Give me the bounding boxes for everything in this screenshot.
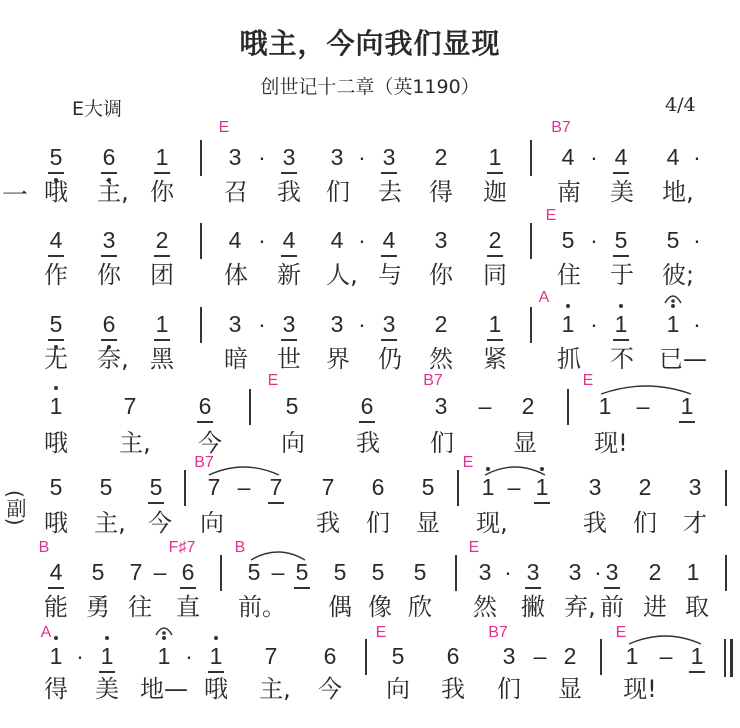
rhythm-mark: · [358, 227, 366, 253]
barline [249, 389, 251, 425]
note: 3 [502, 643, 516, 669]
barline [365, 639, 367, 675]
note-underline [359, 421, 375, 423]
chord-symbol: E [462, 454, 474, 471]
note: 2 [648, 559, 662, 585]
key-signature: E大调 [72, 98, 123, 120]
note: 3 [434, 393, 448, 419]
note: 1 [49, 393, 63, 419]
note: 3 [228, 311, 242, 337]
note-underline [48, 587, 64, 589]
barline [600, 639, 602, 675]
note-underline [381, 255, 397, 257]
lyric-syllable: 仍 [378, 345, 402, 373]
lyric-syllable: 欣 [408, 593, 432, 621]
barline [200, 307, 202, 343]
lyric-syllable: 召 [224, 178, 248, 206]
note: 6 [323, 643, 337, 669]
note: 2 [521, 393, 535, 419]
note: 3 [382, 144, 396, 170]
rhythm-mark: – [533, 643, 547, 669]
lyric-syllable: 主, [119, 429, 151, 457]
lyric-syllable: 然 [473, 593, 497, 621]
octave-up-dot [214, 636, 218, 640]
lyric-syllable: 得 [44, 675, 68, 703]
barline [184, 470, 186, 506]
verse-marker: 一 [2, 181, 29, 211]
lyric-syllable: 你 [150, 178, 174, 206]
lyric-syllable: 住 [557, 261, 581, 289]
chorus-marker: (副) [3, 490, 27, 526]
note: 3 [102, 227, 116, 253]
lyric-syllable: 于 [610, 261, 634, 289]
note: 1 [157, 643, 171, 669]
lyric-syllable: 进 [643, 593, 667, 621]
barline [455, 555, 457, 591]
lyric-syllable: 主, [97, 178, 129, 206]
note: 1 [488, 311, 502, 337]
octave-up-dot [54, 636, 58, 640]
note-underline [613, 339, 629, 341]
rhythm-mark: · [590, 311, 598, 337]
lyric-syllable: 主, [94, 509, 126, 537]
note-underline [154, 172, 170, 174]
note: 4 [49, 559, 63, 585]
lyric-syllable: 已— [659, 345, 707, 373]
rhythm-mark: · [504, 559, 512, 585]
tie-slur [628, 631, 702, 645]
rhythm-mark: – [153, 559, 167, 585]
lyric-syllable: 与 [378, 261, 402, 289]
lyric-syllable: 向 [200, 509, 224, 537]
rhythm-mark: – [659, 643, 673, 669]
lyric-syllable: 向 [386, 675, 410, 703]
lyric-syllable: 同 [483, 261, 507, 289]
note: 4 [282, 227, 296, 253]
barline [200, 223, 202, 259]
rhythm-mark: – [271, 559, 285, 585]
chord-symbol: A [40, 624, 52, 641]
note: 6 [181, 559, 195, 585]
barline [567, 389, 569, 425]
note: 3 [434, 227, 448, 253]
note: 3 [605, 559, 619, 585]
note: 5 [49, 144, 63, 170]
fermata [154, 623, 174, 637]
lyric-syllable: 无 [44, 345, 68, 373]
chord-symbol: B7 [194, 454, 214, 471]
note-underline [534, 502, 550, 504]
note: 1 [686, 559, 700, 585]
lyric-syllable: 们 [497, 675, 521, 703]
rhythm-mark: – [636, 393, 650, 419]
note-underline [294, 587, 310, 589]
lyric-syllable: 地— [140, 675, 188, 703]
lyric-syllable: 奈, [97, 345, 129, 373]
note: 7 [321, 474, 335, 500]
note-underline [180, 587, 196, 589]
lyric-syllable: 哦 [44, 429, 68, 457]
note: 1 [598, 393, 612, 419]
note: 5 [561, 227, 575, 253]
barline [725, 470, 727, 506]
chord-symbol: B [38, 539, 50, 556]
note: 6 [446, 643, 460, 669]
note: 2 [434, 144, 448, 170]
chord-symbol: E [468, 539, 480, 556]
note: 1 [209, 643, 223, 669]
fermata [663, 291, 683, 305]
rhythm-mark: · [358, 144, 366, 170]
note: 2 [434, 311, 448, 337]
lyric-syllable: 今 [318, 675, 342, 703]
rhythm-mark: · [258, 144, 266, 170]
note-underline [148, 502, 164, 504]
rhythm-mark: · [693, 227, 701, 253]
lyric-syllable: 我 [316, 509, 340, 537]
chord-symbol: A [538, 289, 550, 306]
lyric-syllable: 撇 [521, 593, 545, 621]
octave-up-dot [566, 304, 570, 308]
chord-symbol: B7 [488, 624, 508, 641]
note: 3 [282, 311, 296, 337]
barline [530, 140, 532, 176]
lyric-syllable: 哦 [44, 178, 68, 206]
lyric-syllable: 新 [277, 261, 301, 289]
lyric-syllable: 取 [685, 593, 709, 621]
tie-slur [600, 381, 692, 395]
tie-slur [484, 462, 546, 476]
note: 5 [333, 559, 347, 585]
note: 1 [155, 144, 169, 170]
note-underline [679, 421, 695, 423]
note: 3 [526, 559, 540, 585]
lyric-syllable: 不 [610, 345, 634, 373]
rhythm-mark: · [590, 144, 598, 170]
note-underline [281, 339, 297, 341]
lyric-syllable: 们 [326, 178, 350, 206]
note: 1 [680, 393, 694, 419]
chord-symbol: E [615, 624, 627, 641]
lyric-syllable: 才 [683, 509, 707, 537]
lyric-syllable: 世 [277, 345, 301, 373]
lyric-syllable: 我 [441, 675, 465, 703]
chord-symbol: E [267, 372, 279, 389]
rhythm-mark: · [258, 227, 266, 253]
lyric-syllable: 暗 [224, 345, 248, 373]
rhythm-mark: · [693, 144, 701, 170]
barline [530, 223, 532, 259]
note: 3 [588, 474, 602, 500]
note: 1 [690, 643, 704, 669]
note: 7 [129, 559, 143, 585]
lyric-syllable: 向 [281, 429, 305, 457]
lyric-syllable: 们 [633, 509, 657, 537]
lyric-syllable: 然 [429, 345, 453, 373]
song-title: 哦主，今向我们显现 [239, 27, 501, 60]
lyric-syllable: 今 [148, 509, 172, 537]
lyric-syllable: 现, [476, 509, 508, 537]
rhythm-mark: – [478, 393, 492, 419]
note-underline [99, 671, 115, 673]
rhythm-mark: · [590, 227, 598, 253]
lyric-syllable: 哦 [204, 675, 228, 703]
note: 2 [488, 227, 502, 253]
note-underline [487, 255, 503, 257]
lyric-syllable: 彼; [661, 261, 695, 289]
note-underline [689, 671, 705, 673]
lyric-syllable: 弃, [564, 593, 596, 621]
lyric-syllable: 你 [429, 261, 453, 289]
note: 6 [360, 393, 374, 419]
note-underline [268, 502, 284, 504]
rhythm-mark: · [594, 559, 602, 585]
chord-symbol: E [545, 207, 557, 224]
tie-slur [208, 462, 280, 476]
time-signature: 4/4 [665, 94, 696, 116]
note: 1 [561, 311, 575, 337]
note: 4 [561, 144, 575, 170]
lyric-syllable: 界 [326, 345, 350, 373]
note: 3 [228, 144, 242, 170]
note: 3 [478, 559, 492, 585]
note: 5 [666, 227, 680, 253]
rhythm-mark: · [358, 311, 366, 337]
note-underline [613, 172, 629, 174]
note-underline [48, 172, 64, 174]
final-barline [724, 639, 726, 677]
barline [200, 140, 202, 176]
lyric-syllable: 哦 [44, 509, 68, 537]
lyric-syllable: 迦 [483, 178, 507, 206]
barline [530, 307, 532, 343]
note: 7 [264, 643, 278, 669]
note: 1 [49, 643, 63, 669]
note: 6 [371, 474, 385, 500]
lyric-syllable: 美 [95, 675, 119, 703]
lyric-syllable: 抓 [557, 345, 581, 373]
note-underline [604, 587, 620, 589]
note: 6 [102, 144, 116, 170]
note: 4 [330, 227, 344, 253]
note: 5 [91, 559, 105, 585]
lyric-syllable: 们 [430, 429, 454, 457]
barline [725, 555, 727, 591]
note-underline [381, 172, 397, 174]
rhythm-mark: · [258, 311, 266, 337]
rhythm-mark: – [237, 474, 251, 500]
final-barline [730, 639, 733, 677]
note-underline [487, 172, 503, 174]
note-underline [197, 421, 213, 423]
note: 4 [382, 227, 396, 253]
note: 4 [666, 144, 680, 170]
barline [220, 555, 222, 591]
lyric-syllable: 去 [378, 178, 402, 206]
lyric-syllable: 我 [277, 178, 301, 206]
lyric-syllable: 前 [600, 593, 624, 621]
note-underline [613, 255, 629, 257]
note: 5 [149, 474, 163, 500]
note-underline [154, 339, 170, 341]
note: 1 [488, 144, 502, 170]
note: 5 [285, 393, 299, 419]
note: 3 [568, 559, 582, 585]
note: 5 [295, 559, 309, 585]
octave-up-dot [105, 636, 109, 640]
note-underline [101, 255, 117, 257]
note-underline [281, 255, 297, 257]
octave-up-dot [54, 386, 58, 390]
lyric-syllable: 能 [44, 593, 68, 621]
note: 1 [155, 311, 169, 337]
lyric-syllable: 显 [558, 675, 582, 703]
chord-symbol: B7 [423, 372, 443, 389]
lyric-syllable: 作 [44, 261, 68, 289]
lyric-syllable: 美 [610, 178, 634, 206]
note: 1 [100, 643, 114, 669]
lyric-syllable: 你 [97, 261, 121, 289]
note-underline [487, 339, 503, 341]
octave-up-dot [619, 304, 623, 308]
chord-symbol: E [218, 119, 230, 136]
note: 5 [371, 559, 385, 585]
chord-symbol: B7 [551, 119, 571, 136]
note: 4 [614, 144, 628, 170]
note: 5 [421, 474, 435, 500]
lyric-syllable: 们 [366, 509, 390, 537]
note: 5 [99, 474, 113, 500]
note: 5 [614, 227, 628, 253]
note: 2 [155, 227, 169, 253]
song-subtitle: 创世记十二章（英1190） [260, 76, 480, 98]
chord-symbol: F♯7 [168, 539, 196, 556]
note: 3 [330, 144, 344, 170]
note: 7 [207, 474, 221, 500]
note: 1 [481, 474, 495, 500]
lyric-syllable: 显 [513, 429, 537, 457]
note: 2 [563, 643, 577, 669]
note: 5 [49, 474, 63, 500]
note: 3 [330, 311, 344, 337]
rhythm-mark: – [507, 474, 521, 500]
note: 4 [228, 227, 242, 253]
lyric-syllable: 得 [429, 178, 453, 206]
note: 6 [102, 311, 116, 337]
note-underline [281, 172, 297, 174]
lyric-syllable: 往 [128, 593, 152, 621]
rhythm-mark: · [76, 643, 84, 669]
note: 4 [49, 227, 63, 253]
note: 7 [123, 393, 137, 419]
lyric-syllable: 前。 [238, 593, 286, 621]
lyric-syllable: 主, [259, 675, 291, 703]
lyric-syllable: 团 [150, 261, 174, 289]
note-underline [154, 255, 170, 257]
rhythm-mark: · [693, 311, 701, 337]
note: 1 [625, 643, 639, 669]
note-underline [208, 671, 224, 673]
note: 5 [49, 311, 63, 337]
note-underline [101, 172, 117, 174]
lyric-syllable: 今 [198, 429, 222, 457]
lyric-syllable: 体 [224, 261, 248, 289]
lyric-syllable: 偶 [328, 593, 352, 621]
note-underline [48, 339, 64, 341]
note: 5 [247, 559, 261, 585]
note: 5 [413, 559, 427, 585]
lyric-syllable: 我 [356, 429, 380, 457]
lyric-syllable: 现! [623, 675, 657, 703]
lyric-syllable: 像 [368, 593, 392, 621]
lyric-syllable: 我 [583, 509, 607, 537]
lyric-syllable: 地, [662, 178, 694, 206]
note: 2 [638, 474, 652, 500]
lyric-syllable: 勇 [86, 593, 110, 621]
barline [457, 470, 459, 506]
note: 3 [282, 144, 296, 170]
note: 6 [198, 393, 212, 419]
chord-symbol: B [234, 539, 246, 556]
rhythm-mark: · [185, 643, 193, 669]
lyric-syllable: 显 [416, 509, 440, 537]
note: 1 [535, 474, 549, 500]
note: 5 [391, 643, 405, 669]
note: 1 [666, 311, 680, 337]
note: 3 [688, 474, 702, 500]
lyric-syllable: 直 [176, 593, 200, 621]
chord-symbol: E [375, 624, 387, 641]
lyric-syllable: 南 [557, 178, 581, 206]
note-underline [525, 587, 541, 589]
lyric-syllable: 黑 [150, 345, 174, 373]
note-underline [48, 255, 64, 257]
lyric-syllable: 人, [326, 261, 358, 289]
tie-slur [250, 547, 306, 561]
chord-symbol: E [582, 372, 594, 389]
lyric-syllable: 紧 [483, 345, 507, 373]
note-underline [381, 339, 397, 341]
lyric-syllable: 现! [594, 429, 628, 457]
note: 1 [614, 311, 628, 337]
note-underline [101, 339, 117, 341]
note: 3 [382, 311, 396, 337]
note: 7 [269, 474, 283, 500]
